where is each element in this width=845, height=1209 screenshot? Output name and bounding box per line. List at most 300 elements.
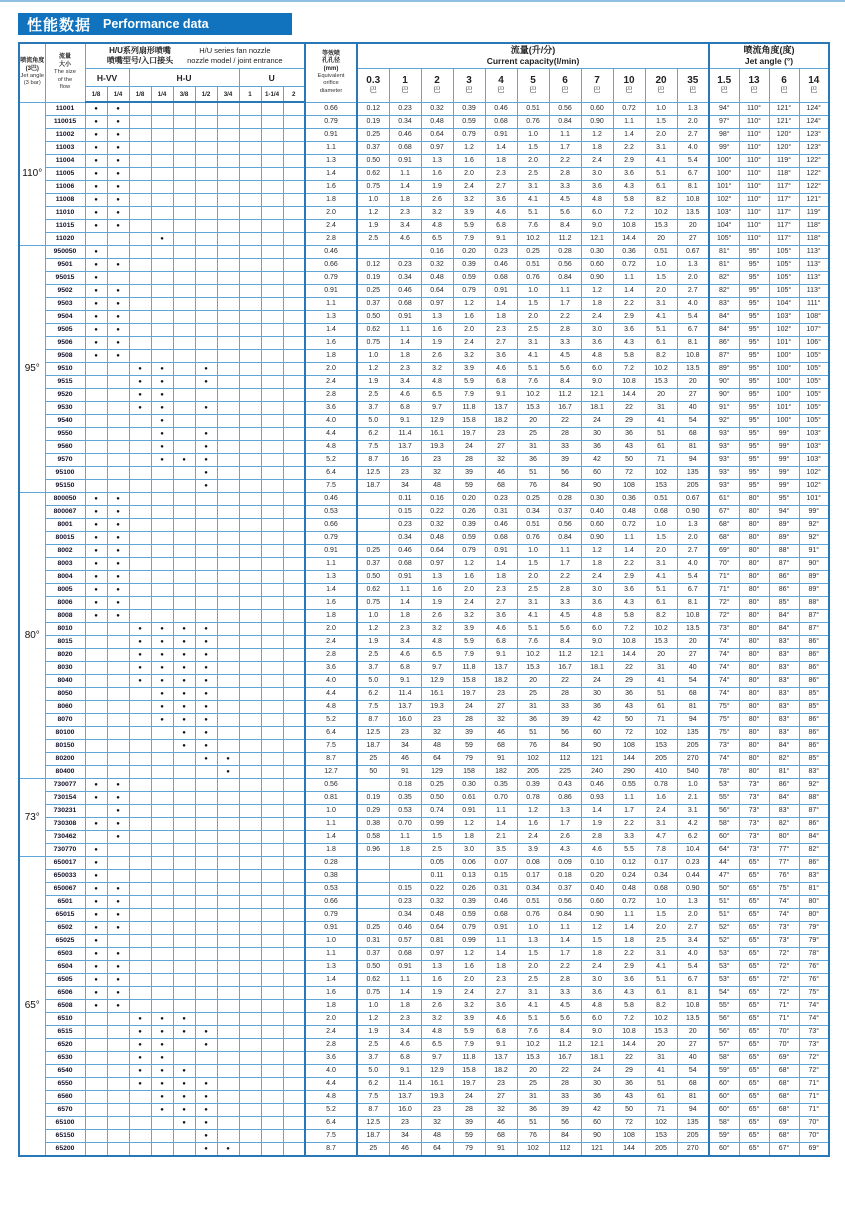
capacity-cell: 0.72 xyxy=(613,259,645,272)
capacity-cell: 28 xyxy=(549,688,581,701)
table-row xyxy=(19,415,829,428)
capacity-cell: 1.4 xyxy=(581,805,613,818)
angle-cell: 68° xyxy=(709,532,739,545)
capacity-cell: 3.2 xyxy=(421,623,453,636)
orifice-cell: 1.6 xyxy=(305,597,357,610)
capacity-cell: 1.9 xyxy=(421,181,453,194)
capacity-cell: 5.9 xyxy=(453,1026,485,1039)
angle-cell: 100° xyxy=(769,389,799,402)
joint-dot-cell xyxy=(85,428,107,441)
model-cell: 9508 xyxy=(45,350,85,363)
angle-cell: 103° xyxy=(799,454,829,467)
capacity-cell: 19.7 xyxy=(453,428,485,441)
joint-dot-cell: ● xyxy=(195,376,217,389)
joint-dot-cell xyxy=(217,220,239,233)
joint-dot-cell xyxy=(261,1091,283,1104)
joint-dot-cell xyxy=(107,935,129,948)
capacity-cell: 76 xyxy=(517,1130,549,1143)
table-row xyxy=(19,610,829,623)
joint-dot-cell: ● xyxy=(129,623,151,636)
angle-cell: 87° xyxy=(769,558,799,571)
capacity-cell: 1.1 xyxy=(613,909,645,922)
joint-dot-cell xyxy=(107,1104,129,1117)
capacity-cell: 48 xyxy=(421,480,453,493)
joint-dot-cell: ● xyxy=(195,727,217,740)
angle-cell: 102° xyxy=(709,194,739,207)
joint-dot-cell xyxy=(129,831,151,844)
capacity-cell: 59 xyxy=(453,740,485,753)
capacity-cell: 4.0 xyxy=(677,558,709,571)
joint-dot-cell xyxy=(151,519,173,532)
joint-dot-cell: ● xyxy=(173,1013,195,1026)
capacity-cell: 1.2 xyxy=(581,922,613,935)
capacity-cell: 0.31 xyxy=(485,506,517,519)
joint-dot-cell xyxy=(261,857,283,870)
table-row xyxy=(19,701,829,714)
joint-dot-cell xyxy=(107,844,129,857)
joint-dot-cell xyxy=(217,337,239,350)
orifice-cell: 4.0 xyxy=(305,1065,357,1078)
joint-dot-cell xyxy=(195,415,217,428)
capacity-cell: 2.8 xyxy=(549,324,581,337)
orifice-cell: 0.66 xyxy=(305,102,357,116)
capacity-cell: 0.75 xyxy=(357,337,389,350)
joint-dot-cell xyxy=(217,142,239,155)
capacity-cell: 2.0 xyxy=(453,324,485,337)
capacity-cell: 0.25 xyxy=(517,246,549,259)
pressure-header-1.5 xyxy=(709,69,739,103)
table-row xyxy=(19,571,829,584)
capacity-cell: 0.62 xyxy=(357,324,389,337)
joint-dot-cell xyxy=(283,649,305,662)
orifice-cell: 1.3 xyxy=(305,311,357,324)
model-cell: 730231 xyxy=(45,805,85,818)
joint-dot-cell: ● xyxy=(173,688,195,701)
angle-cell: 70° xyxy=(799,1117,829,1130)
angle-cell: 72° xyxy=(769,987,799,1000)
capacity-cell: 1.6 xyxy=(453,311,485,324)
pressure-unit: 巴 xyxy=(780,87,788,95)
pressure-value: 5 xyxy=(530,75,536,87)
capacity-cell: 1.3 xyxy=(421,961,453,974)
capacity-cell: 7.2 xyxy=(613,207,645,220)
capacity-cell: 2.0 xyxy=(517,311,549,324)
capacity-cell: 9.0 xyxy=(581,1026,613,1039)
table-row xyxy=(19,961,829,974)
joint-dot-cell xyxy=(283,506,305,519)
capacity-cell: 2.2 xyxy=(549,155,581,168)
capacity-cell: 205 xyxy=(645,1143,677,1157)
joint-dot-cell: ● xyxy=(151,376,173,389)
joint-dot-cell xyxy=(151,207,173,220)
capacity-cell: 1.8 xyxy=(613,935,645,948)
angle-cell: 68° xyxy=(769,1091,799,1104)
capacity-cell: 10.2 xyxy=(517,389,549,402)
joint-dot-cell xyxy=(129,532,151,545)
capacity-cell: 1.4 xyxy=(613,922,645,935)
capacity-cell: 3.1 xyxy=(645,948,677,961)
capacity-cell: 7.2 xyxy=(613,623,645,636)
joint-dot-cell xyxy=(283,1013,305,1026)
joint-dot-cell xyxy=(239,1130,261,1143)
capacity-cell: 0.26 xyxy=(453,506,485,519)
joint-dot-cell: ● xyxy=(85,1000,107,1013)
joint-dot-cell xyxy=(261,584,283,597)
model-cell: 6501 xyxy=(45,896,85,909)
pressure-unit: 巴 xyxy=(497,87,505,95)
capacity-cell: 0.22 xyxy=(421,883,453,896)
capacity-cell: 0.53 xyxy=(389,805,421,818)
angle-cell: 65° xyxy=(739,1104,769,1117)
joint-dot-cell xyxy=(261,1000,283,1013)
joint-dot-cell: ● xyxy=(129,662,151,675)
capacity-cell: 16.0 xyxy=(389,1104,421,1117)
joint-dot-cell xyxy=(195,389,217,402)
capacity-cell: 19.7 xyxy=(453,1078,485,1091)
capacity-cell: 7.2 xyxy=(613,363,645,376)
joint-dot-cell xyxy=(151,909,173,922)
joint-size-1/4: 1/4 xyxy=(107,87,129,103)
angle-cell: 72° xyxy=(799,1052,829,1065)
capacity-cell: 3.2 xyxy=(421,1013,453,1026)
angle-cell: 74° xyxy=(709,649,739,662)
joint-dot-cell xyxy=(129,493,151,506)
angle-cell: 93° xyxy=(709,454,739,467)
joint-dot-cell xyxy=(107,727,129,740)
capacity-cell: 4.8 xyxy=(421,220,453,233)
joint-dot-cell xyxy=(129,519,151,532)
joint-dot-cell xyxy=(261,896,283,909)
joint-dot-cell xyxy=(217,233,239,246)
capacity-cell: 68 xyxy=(677,688,709,701)
capacity-cell: 32 xyxy=(421,1117,453,1130)
model-cell: 9505 xyxy=(45,324,85,337)
capacity-cell: 0.91 xyxy=(485,922,517,935)
angle-cell: 103° xyxy=(799,441,829,454)
capacity-cell: 7.8 xyxy=(645,844,677,857)
model-cell: 9504 xyxy=(45,311,85,324)
joint-dot-cell xyxy=(283,389,305,402)
joint-dot-cell xyxy=(239,285,261,298)
angle-cell: 65° xyxy=(739,857,769,870)
model-cell: 8020 xyxy=(45,649,85,662)
joint-dot-cell: ● xyxy=(151,688,173,701)
orifice-cell: 1.1 xyxy=(305,558,357,571)
joint-dot-cell xyxy=(129,857,151,870)
joint-dot-cell xyxy=(217,194,239,207)
joint-dot-cell: ● xyxy=(85,883,107,896)
capacity-cell: 23 xyxy=(421,714,453,727)
capacity-cell: 36 xyxy=(581,1091,613,1104)
joint-dot-cell xyxy=(283,493,305,506)
angle-cell: 80° xyxy=(739,519,769,532)
joint-dot-cell: ● xyxy=(195,441,217,454)
capacity-cell: 0.97 xyxy=(421,142,453,155)
capacity-cell: 7.5 xyxy=(357,1091,389,1104)
angle-cell: 47° xyxy=(709,870,739,883)
joint-dot-cell xyxy=(261,701,283,714)
capacity-cell: 18.1 xyxy=(581,402,613,415)
capacity-cell xyxy=(357,857,389,870)
capacity-cell: 18.2 xyxy=(485,415,517,428)
capacity-cell: 0.84 xyxy=(549,272,581,285)
pressure-header-7 xyxy=(581,69,613,103)
joint-dot-cell xyxy=(283,233,305,246)
capacity-cell: 0.79 xyxy=(453,545,485,558)
joint-dot-cell: ● xyxy=(173,649,195,662)
joint-dot-cell xyxy=(129,168,151,181)
capacity-cell: 1.4 xyxy=(549,935,581,948)
orifice-cell: 0.46 xyxy=(305,493,357,506)
capacity-cell: 2.2 xyxy=(613,142,645,155)
angle-cell: 84° xyxy=(709,311,739,324)
angle-cell: 65° xyxy=(739,909,769,922)
joint-dot-cell xyxy=(239,493,261,506)
capacity-cell: 10.8 xyxy=(677,194,709,207)
capacity-cell: 0.84 xyxy=(549,909,581,922)
model-cell: 11010 xyxy=(45,207,85,220)
angle-cell: 122° xyxy=(799,181,829,194)
orifice-cell: 1.3 xyxy=(305,961,357,974)
joint-dot-cell xyxy=(195,571,217,584)
capacity-cell: 14.4 xyxy=(613,649,645,662)
joint-dot-cell xyxy=(129,246,151,259)
model-cell: 11020 xyxy=(45,233,85,246)
joint-dot-cell xyxy=(151,116,173,129)
capacity-cell: 25 xyxy=(517,1078,549,1091)
joint-dot-cell xyxy=(261,571,283,584)
capacity-cell: 0.72 xyxy=(613,519,645,532)
joint-dot-cell: ● xyxy=(107,1000,129,1013)
capacity-cell: 3.4 xyxy=(389,220,421,233)
joint-dot-cell xyxy=(107,363,129,376)
angle-cell: 75° xyxy=(769,883,799,896)
joint-dot-cell xyxy=(107,662,129,675)
capacity-cell: 205 xyxy=(677,480,709,493)
joint-dot-cell xyxy=(195,350,217,363)
joint-dot-cell: ● xyxy=(85,792,107,805)
joint-dot-cell: ● xyxy=(129,363,151,376)
capacity-cell: 0.90 xyxy=(581,909,613,922)
capacity-cell: 1.5 xyxy=(517,558,549,571)
capacity-cell: 2.3 xyxy=(485,324,517,337)
orifice-cell: 8.7 xyxy=(305,753,357,766)
capacity-cell: 54 xyxy=(677,675,709,688)
angle-cell: 50° xyxy=(709,883,739,896)
capacity-cell: 3.1 xyxy=(645,298,677,311)
joint-dot-cell xyxy=(283,415,305,428)
capacity-cell: 19.3 xyxy=(421,701,453,714)
angle-cell: 89° xyxy=(769,519,799,532)
model-cell: 80100 xyxy=(45,727,85,740)
joint-dot-cell xyxy=(261,441,283,454)
orifice-cell: 1.3 xyxy=(305,571,357,584)
capacity-cell: 0.24 xyxy=(613,870,645,883)
capacity-cell: 1.5 xyxy=(581,935,613,948)
capacity-cell: 15.8 xyxy=(453,1065,485,1078)
angle-cell: 76° xyxy=(799,961,829,974)
joint-dot-cell xyxy=(239,1052,261,1065)
capacity-cell: 0.68 xyxy=(645,883,677,896)
capacity-cell: 0.91 xyxy=(485,545,517,558)
capacity-cell: 2.0 xyxy=(453,168,485,181)
capacity-cell: 46 xyxy=(485,467,517,480)
capacity-cell: 2.7 xyxy=(485,181,517,194)
angle-cell: 83° xyxy=(799,766,829,779)
capacity-cell: 3.9 xyxy=(453,1013,485,1026)
model-cell: 8001 xyxy=(45,519,85,532)
angle-cell: 86° xyxy=(799,818,829,831)
capacity-cell: 39 xyxy=(453,467,485,480)
joint-dot-cell xyxy=(151,272,173,285)
capacity-cell: 34 xyxy=(389,740,421,753)
pressure-value: 10 xyxy=(623,75,635,87)
joint-dot-cell xyxy=(85,454,107,467)
joint-dot-cell xyxy=(173,558,195,571)
joint-dot-cell xyxy=(217,454,239,467)
joint-dot-cell xyxy=(129,324,151,337)
capacity-cell: 2.4 xyxy=(581,961,613,974)
joint-dot-cell xyxy=(283,831,305,844)
angle-cell: 79° xyxy=(799,935,829,948)
orifice-cell: 2.4 xyxy=(305,376,357,389)
capacity-cell: 2.0 xyxy=(645,285,677,298)
capacity-cell: 9.1 xyxy=(389,415,421,428)
capacity-cell: 1.4 xyxy=(389,337,421,350)
capacity-cell: 68 xyxy=(485,480,517,493)
capacity-cell: 1.0 xyxy=(645,102,677,116)
orifice-cell: 1.6 xyxy=(305,181,357,194)
capacity-cell: 50 xyxy=(613,454,645,467)
capacity-cell: 25 xyxy=(517,688,549,701)
joint-dot-cell xyxy=(217,870,239,883)
joint-dot-cell xyxy=(261,1104,283,1117)
joint-dot-cell xyxy=(151,298,173,311)
angle-cell: 100° xyxy=(709,168,739,181)
joint-dot-cell: ● xyxy=(129,1013,151,1026)
capacity-cell: 0.46 xyxy=(389,545,421,558)
angle-cell: 94° xyxy=(709,102,739,116)
capacity-cell: 2.0 xyxy=(645,129,677,142)
angle-cell: 65° xyxy=(739,1000,769,1013)
joint-dot-cell xyxy=(85,623,107,636)
capacity-cell: 0.23 xyxy=(677,857,709,870)
capacity-cell: 76 xyxy=(517,740,549,753)
angle-cell: 65° xyxy=(739,870,769,883)
joint-dot-cell xyxy=(261,870,283,883)
capacity-cell: 0.97 xyxy=(421,298,453,311)
joint-dot-cell xyxy=(173,987,195,1000)
orifice-cell: 2.8 xyxy=(305,649,357,662)
capacity-cell: 10.2 xyxy=(517,233,549,246)
joint-dot-cell xyxy=(85,1052,107,1065)
joint-dot-cell: ● xyxy=(85,129,107,142)
capacity-cell: 15.3 xyxy=(645,220,677,233)
joint-dot-cell xyxy=(261,467,283,480)
capacity-cell: 40 xyxy=(677,402,709,415)
capacity-cell: 9.1 xyxy=(485,233,517,246)
model-cell: 650017 xyxy=(45,857,85,870)
joint-dot-cell xyxy=(151,350,173,363)
joint-dot-cell xyxy=(239,636,261,649)
joint-dot-cell xyxy=(151,194,173,207)
angle-cell: 118° xyxy=(769,168,799,181)
joint-dot-cell xyxy=(239,1091,261,1104)
joint-dot-cell: ● xyxy=(85,272,107,285)
pressure-unit: 巴 xyxy=(750,87,758,95)
joint-dot-cell xyxy=(195,194,217,207)
capacity-cell: 1.6 xyxy=(421,324,453,337)
angle-cell: 80° xyxy=(739,675,769,688)
capacity-cell: 10.8 xyxy=(613,220,645,233)
capacity-cell: 6.1 xyxy=(645,597,677,610)
joint-dot-cell: ● xyxy=(85,584,107,597)
capacity-cell xyxy=(357,246,389,259)
capacity-cell: 3.1 xyxy=(517,181,549,194)
angle-cell: 65° xyxy=(739,883,769,896)
joint-dot-cell: ● xyxy=(85,493,107,506)
capacity-cell: 9.1 xyxy=(389,675,421,688)
joint-dot-cell xyxy=(217,948,239,961)
angle-cell: 84° xyxy=(769,792,799,805)
joint-dot-cell xyxy=(173,337,195,350)
angle-cell: 73° xyxy=(739,805,769,818)
capacity-cell: 9.7 xyxy=(421,1052,453,1065)
joint-dot-cell: ● xyxy=(195,753,217,766)
capacity-cell: 84 xyxy=(549,1130,581,1143)
joint-dot-cell xyxy=(261,909,283,922)
capacity-cell: 9.1 xyxy=(485,1039,517,1052)
capacity-cell: 11.8 xyxy=(453,402,485,415)
joint-dot-cell xyxy=(85,662,107,675)
joint-dot-cell xyxy=(195,818,217,831)
joint-dot-cell xyxy=(261,805,283,818)
capacity-cell: 0.35 xyxy=(485,779,517,792)
joint-dot-cell xyxy=(173,857,195,870)
joint-dot-cell xyxy=(195,844,217,857)
capacity-cell: 2.3 xyxy=(389,1013,421,1026)
joint-dot-cell xyxy=(283,194,305,207)
series-label-h-u: H-U xyxy=(129,69,239,87)
capacity-cell: 8.4 xyxy=(549,636,581,649)
joint-dot-cell: ● xyxy=(195,454,217,467)
angle-cell: 68° xyxy=(769,1065,799,1078)
capacity-cell: 0.19 xyxy=(357,792,389,805)
model-cell: 9510 xyxy=(45,363,85,376)
joint-dot-cell: ● xyxy=(173,701,195,714)
joint-dot-cell xyxy=(239,571,261,584)
joint-dot-cell xyxy=(217,207,239,220)
capacity-cell: 51 xyxy=(645,428,677,441)
capacity-cell: 3.6 xyxy=(581,337,613,350)
angle-cell: 80° xyxy=(739,701,769,714)
joint-dot-cell xyxy=(239,753,261,766)
capacity-cell: 0.20 xyxy=(453,493,485,506)
joint-dot-cell xyxy=(129,1104,151,1117)
joint-dot-cell xyxy=(129,350,151,363)
joint-dot-cell xyxy=(129,610,151,623)
capacity-cell: 0.25 xyxy=(357,285,389,298)
capacity-cell: 13.5 xyxy=(677,623,709,636)
capacity-cell: 108 xyxy=(613,740,645,753)
pressure-unit: 巴 xyxy=(401,87,409,95)
table-row xyxy=(19,1026,829,1039)
orifice-cell: 2.4 xyxy=(305,1026,357,1039)
capacity-cell: 5.4 xyxy=(677,155,709,168)
joint-dot-cell xyxy=(173,545,195,558)
joint-dot-cell xyxy=(195,558,217,571)
angle-cell: 74° xyxy=(799,1000,829,1013)
